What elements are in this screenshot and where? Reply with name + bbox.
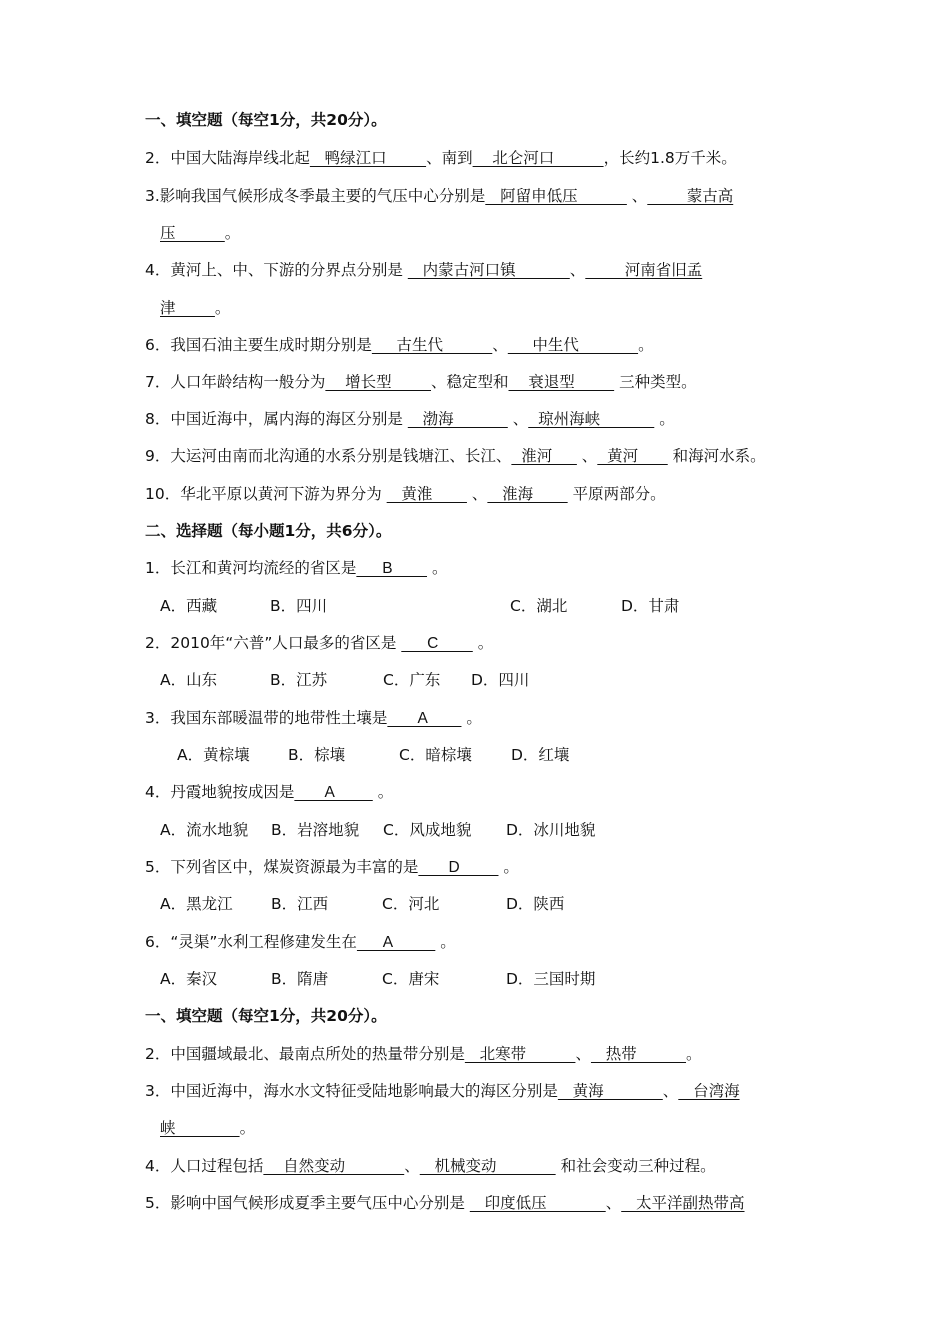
option-d: D．甘肃 <box>621 597 680 615</box>
answer-blank: 津 <box>160 299 215 317</box>
answer-blank: 北仑河口 <box>472 149 604 167</box>
option-b: B．棕壤 <box>288 746 346 764</box>
answer-blank: 北寒带 <box>464 1045 576 1063</box>
answer-blank: A <box>356 934 436 951</box>
option-a: A．流水地貌 <box>160 821 249 839</box>
answer-blank: 太平洋副热带高 <box>621 1194 745 1212</box>
fill1-question-10: 10．华北平原以黄河下游为界分为 黄淮 、 淮海 平原两部分。 <box>145 485 666 503</box>
answer-blank: 台湾海 <box>678 1082 740 1100</box>
option-a: A．山东 <box>160 671 218 689</box>
answer-blank: 衰退型 <box>508 373 615 391</box>
answer-blank: 黄河 <box>597 447 668 465</box>
answer-blank: 淮河 <box>511 447 577 465</box>
option-d: D．四川 <box>471 671 530 689</box>
fill2-question-3-continued: 峡 。 <box>160 1119 256 1137</box>
fill1-question-7: 7．人口年龄结构一般分为 增长型 、稳定型和 衰退型 三种类型。 <box>145 373 697 391</box>
option-c: C．风成地貌 <box>383 821 472 839</box>
answer-blank: 鸭绿江口 <box>309 149 427 167</box>
option-d: D．冰川地貌 <box>506 821 596 839</box>
option-c: C．广东 <box>383 671 441 689</box>
option-b: B．隋唐 <box>271 970 329 988</box>
option-a: A．西藏 <box>160 597 218 615</box>
answer-blank: 热带 <box>590 1045 687 1063</box>
answer-blank: A <box>387 710 462 727</box>
section-heading-fill-2: 一、填空题（每空1分，共20分）。 <box>145 1007 387 1025</box>
fill1-question-6: 6．我国石油主要生成时期分别是 古生代 、 中生代 。 <box>145 336 654 354</box>
option-a: A．秦汉 <box>160 970 218 988</box>
answer-blank: 阿留申低压 <box>485 187 627 205</box>
option-a: A．黑龙江 <box>160 895 233 913</box>
answer-blank: 峡 <box>160 1119 240 1137</box>
option-c: C．湖北 <box>510 597 568 615</box>
section-heading-fill-1: 一、填空题（每空1分，共20分）。 <box>145 111 387 129</box>
fill1-question-4: 4．黄河上、中、下游的分界点分别是 内蒙古河口镇 、 河南省旧孟 <box>145 261 703 279</box>
option-c: C．唐宋 <box>382 970 440 988</box>
answer-blank: 中生代 <box>507 336 639 354</box>
fill1-question-4-continued: 津 。 <box>160 299 231 317</box>
fill1-question-3: 3.影响我国气候形成冬季最主要的气压中心分别是 阿留申低压 、 蒙古高 <box>145 187 734 205</box>
fill2-question-4: 4．人口过程包括 自然变动 、 机械变动 和社会变动三种过程。 <box>145 1157 716 1175</box>
answer-blank: 琼州海峡 <box>528 410 655 428</box>
option-b: B．四川 <box>270 597 328 615</box>
option-c: C．河北 <box>382 895 440 913</box>
choice-question-2: 2．2010年“六普”人口最多的省区是 C 。 <box>145 634 494 652</box>
answer-blank: 增长型 <box>325 373 431 391</box>
fill1-question-3-continued: 压 。 <box>160 224 241 242</box>
fill2-question-5: 5．影响中国气候形成夏季主要气压中心分别是 印度低压 、 太平洋副热带高 <box>145 1194 745 1212</box>
answer-blank: 内蒙古河口镇 <box>407 261 570 279</box>
choice-question-1: 1．长江和黄河均流经的省区是 B 。 <box>145 559 448 577</box>
answer-blank: 蒙古高 <box>647 187 734 205</box>
answer-blank: 自然变动 <box>263 1157 405 1175</box>
answer-blank: 河南省旧孟 <box>585 261 703 279</box>
option-a: A．黄棕壤 <box>177 746 250 764</box>
answer-blank: C <box>401 635 473 652</box>
choice-question-5: 5．下列省区中，煤炭资源最为丰富的是 D 。 <box>145 858 519 876</box>
choice-question-4: 4．丹霞地貌按成因是 A 。 <box>145 783 394 801</box>
answer-blank: 黄淮 <box>386 485 467 503</box>
option-d: D．三国时期 <box>506 970 596 988</box>
fill2-question-3: 3．中国近海中，海水水文特征受陆地影响最大的海区分别是 黄海 、 台湾海 <box>145 1082 740 1100</box>
option-d: D．陕西 <box>506 895 565 913</box>
choice-question-3: 3．我国东部暖温带的地带性土壤是 A 。 <box>145 709 482 727</box>
answer-blank: 渤海 <box>407 410 508 428</box>
choice-question-6: 6．“灵渠”水利工程修建发生在 A 。 <box>145 933 456 951</box>
fill1-question-8: 8．中国近海中，属内海的海区分别是 渤海 、 琼州海峡 。 <box>145 410 675 428</box>
answer-blank: 机械变动 <box>419 1157 556 1175</box>
answer-blank: 古生代 <box>371 336 493 354</box>
option-d: D．红壤 <box>511 746 570 764</box>
answer-blank: B <box>356 560 428 577</box>
option-b: B．岩溶地貌 <box>271 821 360 839</box>
answer-blank: 黄海 <box>557 1082 663 1100</box>
fill2-question-2: 2．中国疆域最北、最南点所处的热量带分别是 北寒带 、 热带 。 <box>145 1045 702 1063</box>
fill1-question-9: 9．大运河由南而北沟通的水系分别是钱塘江、长江、 淮河 、 黄河 和海河水系。 <box>145 447 766 465</box>
option-b: B．江西 <box>271 895 329 913</box>
answer-blank: D <box>418 859 499 876</box>
fill1-question-2: 2．中国大陆海岸线北起 鸭绿江口 、南到 北仑河口 ，长约1.8万千米。 <box>145 149 737 167</box>
option-b: B．江苏 <box>270 671 328 689</box>
answer-blank: 印度低压 <box>469 1194 606 1212</box>
option-c: C．暗棕壤 <box>399 746 472 764</box>
answer-blank: A <box>294 784 373 801</box>
answer-blank: 压 <box>160 224 225 242</box>
section-heading-choice: 二、选择题（每小题1分，共6分）。 <box>145 522 392 540</box>
answer-blank: 淮海 <box>487 485 568 503</box>
